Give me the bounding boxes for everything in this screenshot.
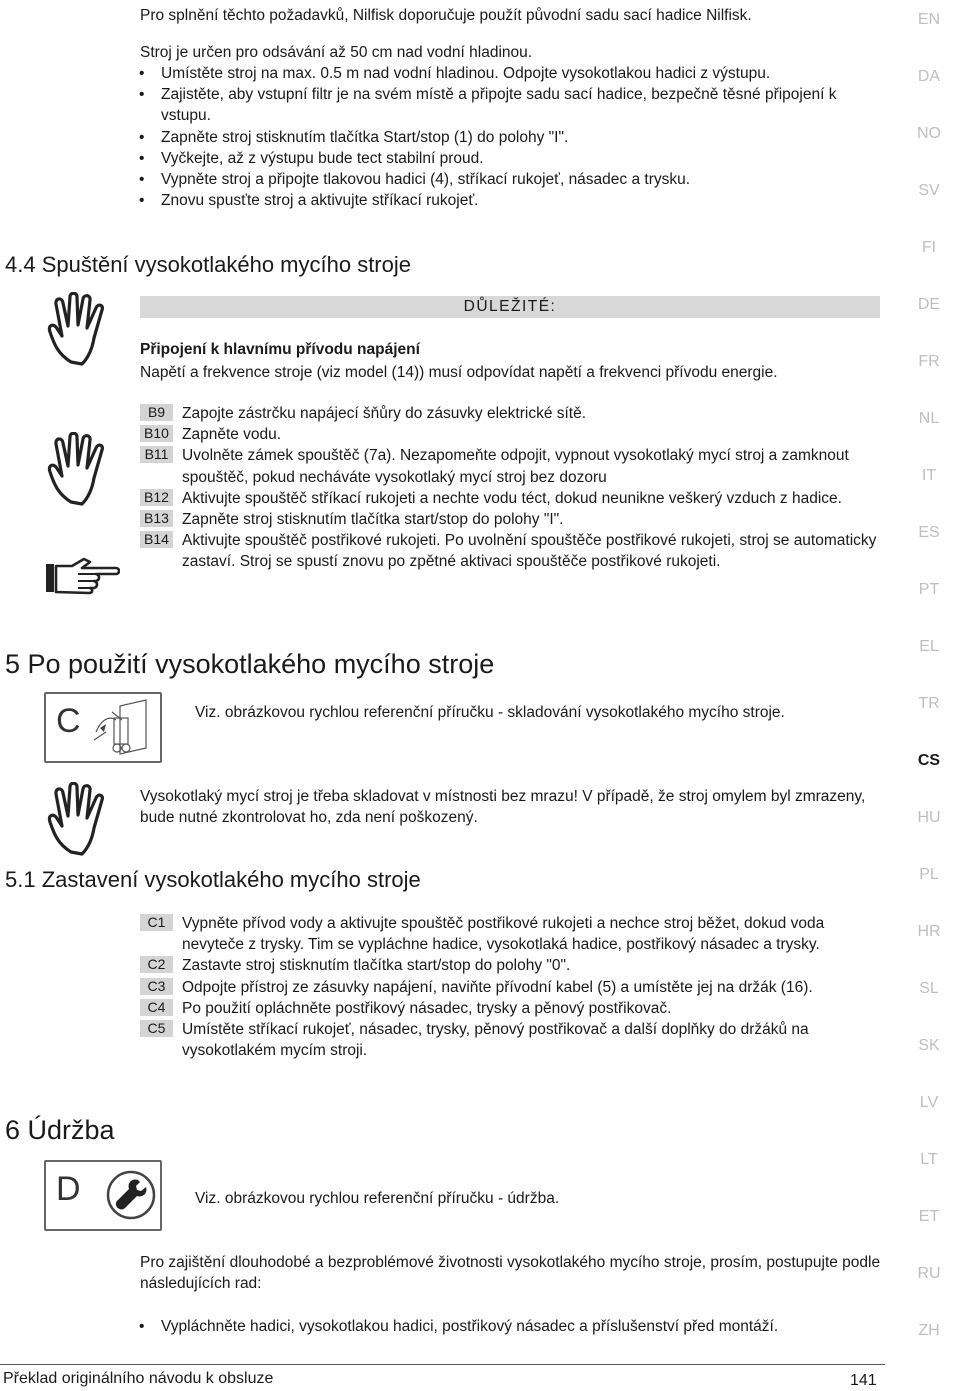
storage-illustration-icon (92, 698, 156, 758)
lang-tab-el[interactable]: EL (919, 638, 939, 655)
section-6-title: 6 Údržba (5, 1115, 115, 1145)
list-item (140, 913, 875, 955)
step-code: B10 (140, 425, 173, 442)
hand-icon (44, 782, 122, 858)
important-banner: DŮLEŽITÉ: (140, 296, 880, 318)
lang-tab-cs[interactable]: CS (917, 752, 941, 769)
power-heading: Připojení k hlavnímu přívodu napájení (140, 341, 420, 358)
start-steps-list (140, 403, 885, 573)
lang-tab-zh[interactable]: ZH (918, 1322, 940, 1339)
maintenance-intro-text: Pro zajištění dlouhodobé a bezproblémové životnosti vysokotlakého mycího stroje, prosím, postupujte podle následujících rad: (140, 1254, 881, 1292)
step-code: C5 (140, 1020, 173, 1037)
lang-tab-fr[interactable]: FR (918, 353, 940, 370)
step-text: Umístěte stříkací rukojeť, násadec, trysky, pěnový postřikovač a další doplňky do držáků na vysokotlakém mycím stroji. (182, 1021, 809, 1060)
list-item (140, 424, 885, 445)
list-item (140, 1019, 875, 1061)
step-code: B14 (140, 531, 173, 548)
step-text: Aktivujte spouštěč stříkací rukojeti a nechte vodu téct, dokud neunikne veškerý vzduch z hadice. (182, 489, 842, 507)
lang-tab-pl[interactable]: PL (919, 866, 939, 883)
lang-tab-da[interactable]: DA (917, 68, 941, 85)
lang-tab-it[interactable]: IT (921, 467, 937, 484)
hand-icon (44, 292, 122, 368)
lang-tab-sk[interactable]: SK (918, 1037, 940, 1054)
step-text: Po použití opláchněte postřikový násadec, trysky a pěnový postřikovač. (182, 999, 672, 1017)
hand-icon (44, 432, 122, 508)
step-text: Zastavte stroj stisknutím tlačítka start/stop do polohy "0". (182, 957, 571, 975)
list-item (140, 530, 885, 572)
maintenance-reference-text: Viz. obrázkovou rychlou referenční příručku - údržba. (195, 1190, 560, 1207)
frost-warning-text: Vysokotlaký mycí stroj je třeba skladovat v místnosti bez mrazu! V případě, že stroj omylem byl zmrazeny, bude nutné zkontrolovat ho, zda není poškozený. (140, 788, 866, 826)
stop-steps-list (140, 913, 875, 1061)
step-text: Zapněte vodu. (182, 426, 282, 444)
step-text: Aktivujte spouštěč postřikové rukojeti. Po uvolnění spouštěče postřikové rukojeti, stroj se automaticky zastaví. Stroj se spustí znovu po zpětné aktivaci spouštěče postřikové rukojeti. (182, 532, 877, 571)
lang-tab-et[interactable]: ET (918, 1208, 940, 1225)
lang-tab-hr[interactable]: HR (917, 923, 941, 940)
step-code: B12 (140, 489, 173, 506)
step-code: C4 (140, 999, 173, 1016)
power-text: Napětí a frekvence stroje (viz model (14)) musí odpovídat napětí a frekvenci přívodu energie. (140, 364, 778, 381)
list-item (140, 445, 885, 487)
footer-title: Překlad originálního návodu k obsluze (3, 1370, 274, 1387)
lang-tab-es[interactable]: ES (918, 524, 940, 541)
intro-line-1: Pro splnění těchto požadavků, Nilfisk doporučuje použít původní sadu sací hadice Nilfisk. (140, 7, 752, 24)
lang-tab-no[interactable]: NO (917, 125, 941, 142)
box-letter: C (56, 702, 81, 740)
storage-reference-box (44, 692, 162, 763)
lang-tab-fi[interactable]: FI (921, 239, 937, 256)
step-text: Zapněte stroj stisknutím tlačítka start/stop do polohy "I". (182, 511, 564, 529)
step-text: Zapojte zástrčku napájecí šňůry do zásuvky elektrické sítě. (182, 405, 587, 422)
list-item (140, 998, 875, 1019)
list-item (140, 955, 875, 976)
step-code: C1 (140, 914, 173, 931)
lang-tab-sl[interactable]: SL (919, 980, 939, 997)
step-text: Vypněte přívod vody a aktivujte spouštěč postřikové rukojeti a nechce stroj běžet, dokud voda nevyteče z trysky. Tim se vypláchne hadice, vysokotlaká hadice, postřikový násadec a trysky. (182, 915, 825, 954)
list-item (140, 977, 875, 998)
step-text: Odpojte přístroj ze zásuvky napájení, naviňte přívodní kabel (5) a umístěte jej na držák (16). (182, 978, 813, 996)
section-4-4-title: 4.4 Spuštění vysokotlakého mycího stroje (5, 252, 411, 277)
list-item: • Znovu spusťte stroj a aktivujte stříkací rukojeť. (137, 190, 877, 211)
lang-tab-en[interactable]: EN (917, 11, 941, 28)
lang-tab-pt[interactable]: PT (918, 581, 940, 598)
lang-tab-lv[interactable]: LV (919, 1094, 939, 1111)
step-text: Uvolněte zámek spouštěč (7a). Nezapomeňte odpojit, vypnout vysokotlaký mycí stroj a zamknout spouštěč, pokud necháváte vysokotlaký mycí stroj bez dozoru (182, 447, 849, 486)
lang-tab-nl[interactable]: NL (918, 410, 940, 427)
wrench-icon (106, 1170, 156, 1220)
intro-line-2: Stroj je určen pro odsávání až 50 cm nad vodní hladinou. (140, 44, 533, 61)
step-code: B13 (140, 510, 173, 527)
storage-reference-text: Viz. obrázkovou rychlou referenční příručku - skladování vysokotlakého mycího stroje. (195, 704, 785, 721)
page-number: 141 (850, 1372, 877, 1389)
step-code: B11 (140, 446, 173, 463)
list-item (140, 488, 885, 509)
step-code: B9 (140, 404, 173, 421)
footer-divider (0, 1364, 885, 1365)
list-item: • Vypláchněte hadici, vysokotlakou hadici, postřikový násadec a příslušenství před montáží. (137, 1316, 882, 1337)
list-item: • Umístěte stroj na max. 0.5 m nad vodní hladinou. Odpojte vysokotlakou hadici z výstupu. (137, 63, 877, 84)
step-code: C3 (140, 978, 173, 995)
box-letter: D (56, 1170, 81, 1208)
maintenance-reference-box (44, 1160, 162, 1231)
list-item: • Vyčkejte, až z výstupu bude tect stabilní proud. (137, 148, 877, 169)
lang-tab-lt[interactable]: LT (920, 1151, 938, 1168)
list-item: • Zajistěte, aby vstupní filtr je na svém místě a připojte sadu sací hadice, bezpečně těsné připojení k vstupu. (137, 84, 877, 126)
lang-tab-ru[interactable]: RU (917, 1265, 941, 1282)
intro-bullet-list (137, 63, 877, 211)
lang-tab-sv[interactable]: SV (918, 182, 940, 199)
section-5-title: 5 Po použití vysokotlakého mycího stroje (5, 649, 495, 679)
list-item (140, 509, 885, 530)
list-item: • Zapněte stroj stisknutím tlačítka Start/stop (1) do polohy "I". (137, 127, 877, 148)
list-item (140, 403, 885, 424)
step-code: C2 (140, 956, 173, 973)
section-5-1-title: 5.1 Zastavení vysokotlakého mycího stroje (5, 867, 421, 892)
list-item: • Vypněte stroj a připojte tlakovou hadici (4), stříkací rukojeť, násadec a trysku. (137, 169, 877, 190)
lang-tab-hu[interactable]: HU (917, 809, 941, 826)
lang-tab-de[interactable]: DE (917, 296, 941, 313)
maintenance-bullet-list (137, 1316, 882, 1337)
lang-tab-tr[interactable]: TR (918, 695, 940, 712)
pointing-hand-icon (44, 556, 120, 596)
